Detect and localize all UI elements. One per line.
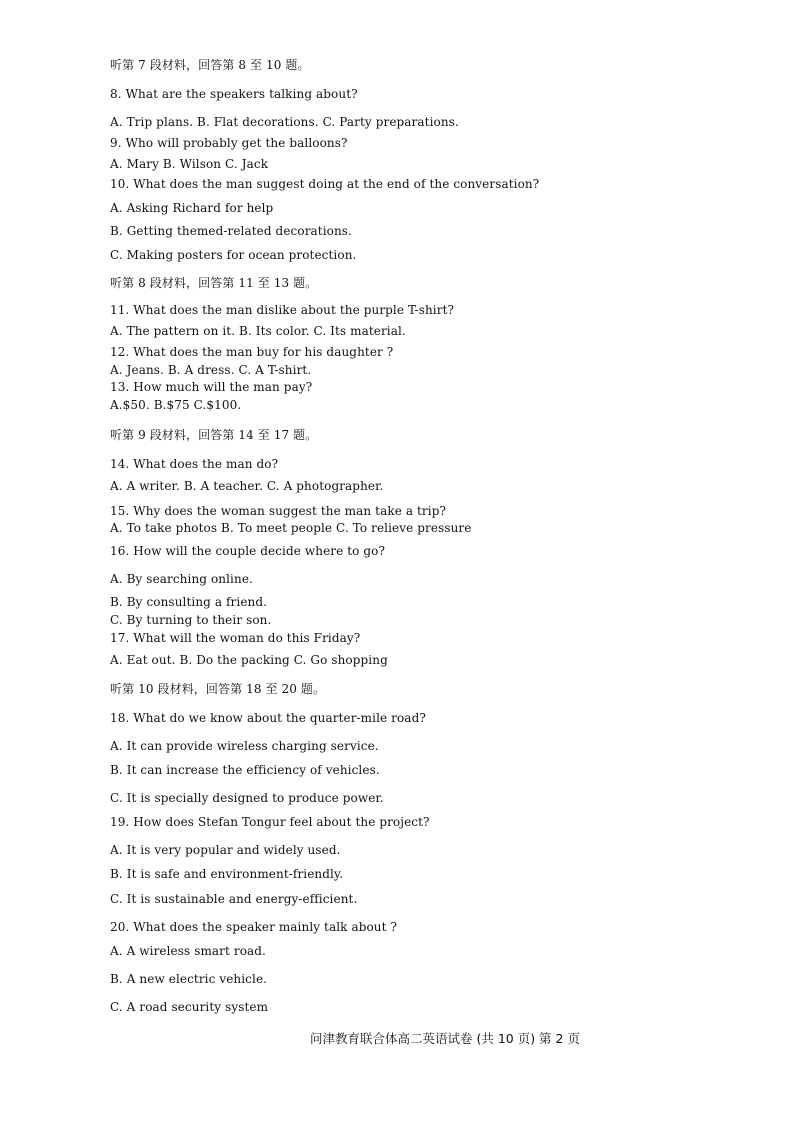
- question-20-option-c: C. A road security system: [110, 1000, 269, 1014]
- question-11-options: A. The pattern on it. B. Its color. C. Its material.: [110, 324, 406, 338]
- question-10-option-c: C. Making posters for ocean protection.: [110, 248, 357, 262]
- question-10-option-b: B. Getting themed-related decorations.: [110, 224, 352, 238]
- question-13: 13. How much will the man pay?: [110, 380, 313, 394]
- question-18-option-b: B. It can increase the efficiency of vehicles.: [110, 763, 380, 777]
- question-8-options: A. Trip plans. B. Flat decorations. C. Party preparations.: [110, 115, 459, 129]
- question-19-option-b: B. It is safe and environment-friendly.: [110, 867, 344, 881]
- question-17: 17. What will the woman do this Friday?: [110, 631, 361, 645]
- question-14-options: A. A writer. B. A teacher. C. A photographer.: [110, 479, 384, 493]
- question-18-option-a: A. It can provide wireless charging service.: [110, 739, 379, 753]
- question-20-option-a: A. A wireless smart road.: [110, 944, 266, 958]
- question-20-option-b: B. A new electric vehicle.: [110, 972, 268, 986]
- question-19-option-a: A. It is very popular and widely used.: [110, 843, 341, 857]
- section-heading-8: 听第 8 段材料，回答第 11 至 13 题。: [110, 276, 318, 290]
- section-heading-7: 听第 7 段材料，回答第 8 至 10 题。: [110, 58, 310, 72]
- question-15: 15. Why does the woman suggest the man take a trip?: [110, 504, 447, 518]
- question-11: 11. What does the man dislike about the purple T-shirt?: [110, 303, 455, 317]
- question-12-options: A. Jeans. B. A dress. C. A T-shirt.: [110, 363, 312, 377]
- question-10-option-a: A. Asking Richard for help: [110, 201, 274, 215]
- question-17-options: A. Eat out. B. Do the packing C. Go shopping: [110, 653, 388, 667]
- question-8: 8. What are the speakers talking about?: [110, 87, 358, 101]
- question-13-options: A.$50. B.$75 C.$100.: [110, 398, 242, 412]
- section-heading-10: 听第 10 段材料，回答第 18 至 20 题。: [110, 682, 326, 696]
- section-heading-9: 听第 9 段材料，回答第 14 至 17 题。: [110, 428, 318, 442]
- question-16-option-b: B. By consulting a friend.: [110, 595, 268, 609]
- page-footer: 问津教育联合体高二英语试卷 (共 10 页) 第 2 页: [310, 1031, 580, 1046]
- question-19-option-c: C. It is sustainable and energy-efficient.: [110, 892, 358, 906]
- question-19: 19. How does Stefan Tongur feel about the project?: [110, 815, 430, 829]
- question-14: 14. What does the man do?: [110, 457, 279, 471]
- question-9-options: A. Mary B. Wilson C. Jack: [110, 157, 269, 171]
- question-16-option-a: A. By searching online.: [110, 572, 253, 586]
- question-9: 9. Who will probably get the balloons?: [110, 136, 348, 150]
- question-10: 10. What does the man suggest doing at the end of the conversation?: [110, 177, 540, 191]
- question-16: 16. How will the couple decide where to go?: [110, 544, 386, 558]
- question-18-option-c: C. It is specially designed to produce power.: [110, 791, 384, 805]
- question-12: 12. What does the man buy for his daughter ?: [110, 345, 394, 359]
- question-16-option-c: C. By turning to their son.: [110, 613, 272, 627]
- question-18: 18. What do we know about the quarter-mile road?: [110, 711, 426, 725]
- question-15-options: A. To take photos B. To meet people C. To relieve pressure: [110, 521, 472, 535]
- question-20: 20. What does the speaker mainly talk about ?: [110, 920, 398, 934]
